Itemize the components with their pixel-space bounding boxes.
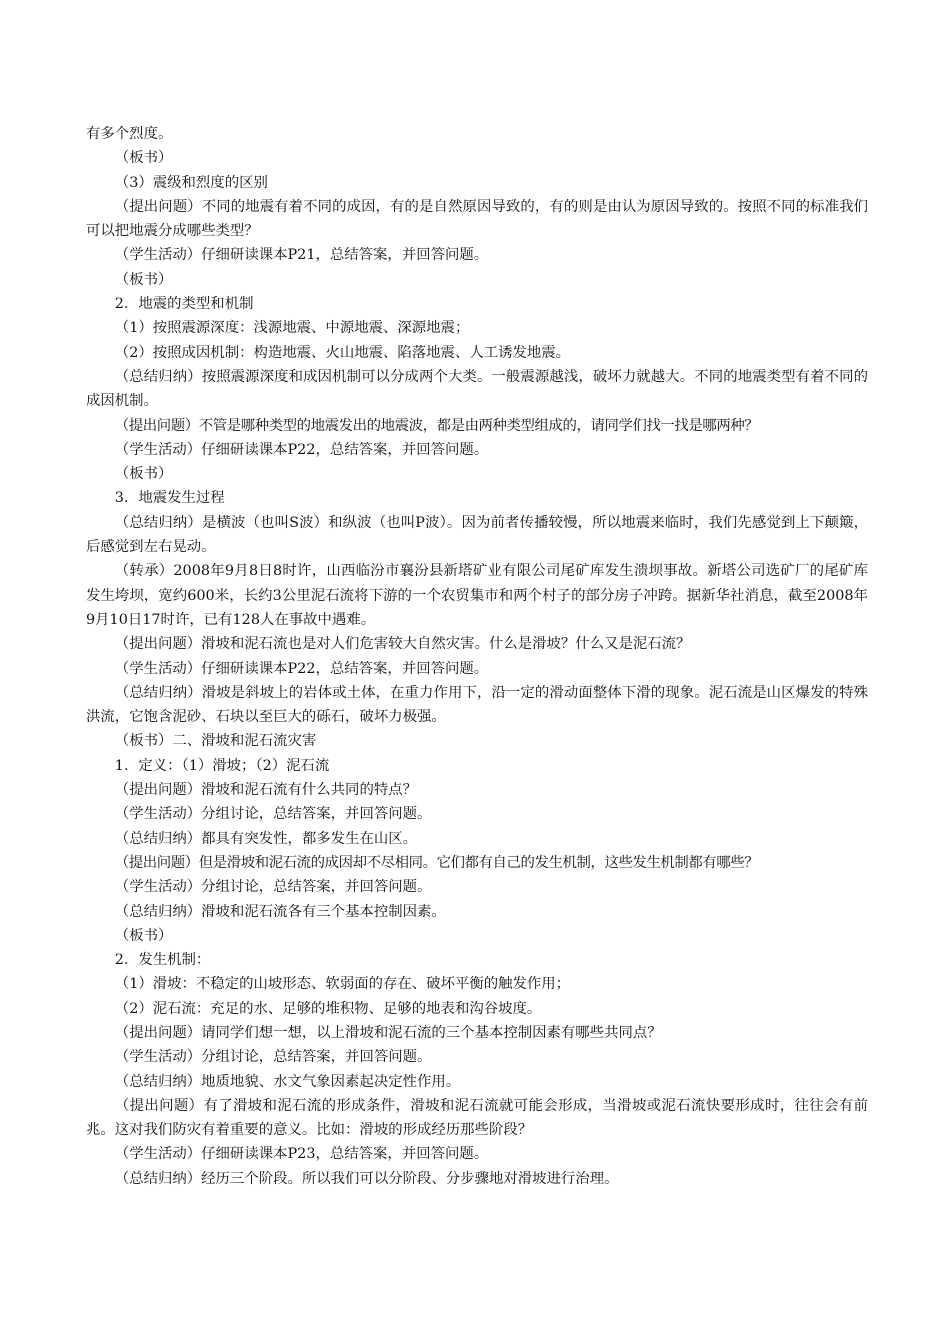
paragraph: （学生活动）分组讨论，总结答案，并回答问题。 <box>114 879 432 896</box>
paragraph: （板书） <box>114 150 173 167</box>
paragraph: （1）按照震源深度：浅源地震、中源地震、深源地震； <box>114 320 470 337</box>
paragraph: （学生活动）仔细研读课本P22，总结答案，并回答问题。 <box>114 441 489 458</box>
paragraph: （总结归纳）滑坡和泥石流各有三个基本控制因素。 <box>114 903 446 920</box>
paragraph: （转承）2008年9月8日8时许，山西临汾市襄汾县新塔矿业有限公司尾矿库发生溃坝事故。新塔公司选矿厂的尾矿库发生垮坝，宽约600米，长约3公里泥石流将下游的一个农贸集市和两个村子的部分房子冲跨。据新华社消息，截至2008年9月10日17时许，已有128人在事故中遇难。 <box>86 563 868 628</box>
paragraph: （2）按照成因机制：构造地震、火山地震、陷落地震、人工诱发地震。 <box>114 344 571 361</box>
section-heading: 2．地震的类型和机制 <box>114 296 254 313</box>
paragraph: （1）滑坡：不稳定的山坡形态、软弱面的存在、破坏平衡的触发作用； <box>114 976 571 993</box>
paragraph: （学生活动）仔细研读课本P21，总结答案，并回答问题。 <box>114 247 489 264</box>
section-heading: 2．发生机制： <box>114 952 211 969</box>
paragraph: （提出问题）但是滑坡和泥石流的成因却不尽相同。它们都有自己的发生机制，这些发生机制都有哪些？ <box>114 854 759 871</box>
paragraph: （提出问题）滑坡和泥石流也是对人们危害较大自然灾害。什么是滑坡？什么又是泥石流？ <box>114 636 691 653</box>
paragraph: （总结归纳）按照震源深度和成因机制可以分成两个大类。一般震源越浅，破坏力就越大。不同的地震类型有着不同的成因机制。 <box>86 368 868 410</box>
paragraph: （总结归纳）都具有突发性，都多发生在山区。 <box>114 830 418 847</box>
paragraph: 有多个烈度。 <box>86 126 173 142</box>
paragraph: （提出问题）有了滑坡和泥石流的形成条件，滑坡和泥石流就可能会形成，当滑坡或泥石流快要形成时，往往会有前兆。这对我们防灾有着重要的意义。比如：滑坡的形成经历那些阶段？ <box>86 1097 868 1139</box>
paragraph: （2）泥石流：充足的水、足够的堆积物、足够的地表和沟谷坡度。 <box>114 1000 542 1017</box>
paragraph: （总结归纳）经历三个阶段。所以我们可以分阶段、分步骤地对滑坡进行治理。 <box>114 1170 619 1187</box>
paragraph: （提出问题）不同的地震有着不同的成因，有的是自然原因导致的，有的则是由认为原因导致的。按照不同的标准我们可以把地震分成哪些类型？ <box>86 198 868 240</box>
section-heading: 3．地震发生过程 <box>114 490 225 507</box>
paragraph: （提出问题）请同学们想一想，以上滑坡和泥石流的三个基本控制因素有哪些共同点？ <box>114 1024 662 1041</box>
document-body <box>86 122 868 1191</box>
section-heading: 1．定义：（1）滑坡；（2）泥石流 <box>114 757 330 774</box>
paragraph: （提出问题）不管是哪种类型的地震发出的地震波，都是由两种类型组成的，请同学们找一找是哪两种？ <box>114 417 759 434</box>
paragraph: （板书） <box>114 466 173 483</box>
paragraph: （提出问题）滑坡和泥石流有什么共同的特点？ <box>114 782 418 799</box>
paragraph: （学生活动）仔细研读课本P23，总结答案，并回答问题。 <box>114 1146 489 1163</box>
paragraph: （总结归纳）滑坡是斜坡上的岩体或土体，在重力作用下，沿一定的滑动面整体下滑的现象。泥石流是山区爆发的特殊洪流，它饱含泥砂、石块以至巨大的砾石，破坏力极强。 <box>86 684 868 726</box>
paragraph: （板书）二、滑坡和泥石流灾害 <box>114 733 317 750</box>
paragraph: （板书） <box>114 927 173 944</box>
paragraph: （学生活动）分组讨论，总结答案，并回答问题。 <box>114 806 432 823</box>
paragraph: （板书） <box>114 271 173 288</box>
paragraph: （学生活动）分组讨论，总结答案，并回答问题。 <box>114 1049 432 1066</box>
paragraph: （总结归纳）地质地貌、水文气象因素起决定性作用。 <box>114 1073 461 1090</box>
paragraph: （总结归纳）是横波（也叫S波）和纵波（也叫P波）。因为前者传播较慢，所以地震来临时，我们先感觉到上下颠簸，后感觉到左右晃动。 <box>86 514 868 556</box>
paragraph: （学生活动）仔细研读课本P22，总结答案，并回答问题。 <box>114 660 489 677</box>
paragraph: （3）震级和烈度的区别 <box>114 174 268 191</box>
